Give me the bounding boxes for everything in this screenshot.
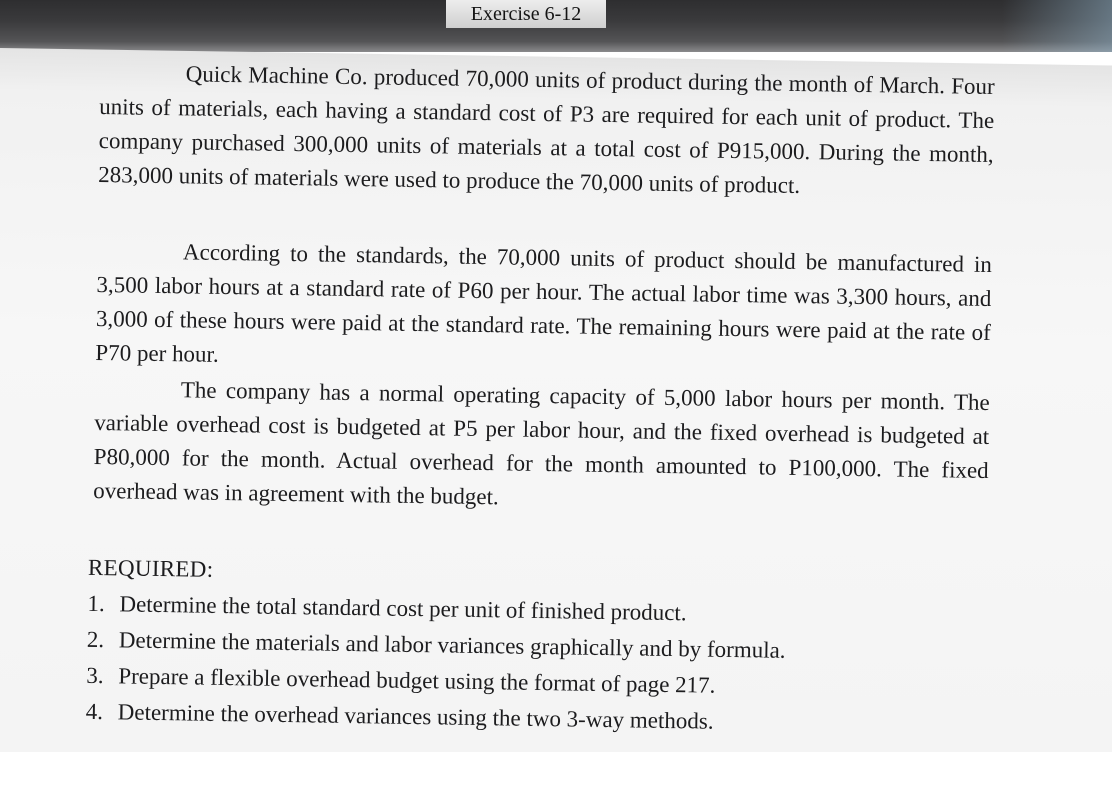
list-item-number: 3. — [86, 662, 104, 689]
list-item-number: 2. — [86, 626, 105, 653]
requirements-list — [85, 586, 786, 741]
paragraph-labor: According to the standards, the 70,000 units of product should be manufactured in 3,500 labor hours at a standard rate of P60 per hour. The actual labor time was 3,300 hours, and 3,000 of these hours were paid at the standard rate. The remaining hours were paid at the rate of P70 per hour. — [95, 239, 993, 367]
list-item-text: Determine the total standard cost per unit of finished product. — [119, 591, 687, 626]
list-item-number: 4. — [85, 698, 104, 725]
bottom-margin — [0, 752, 1112, 812]
required-heading: REQUIRED: — [87, 554, 214, 582]
list-item-text: Prepare a flexible overhead budget using the format of page 217. — [118, 663, 716, 698]
list-item-number: 1. — [87, 590, 105, 617]
list-item-text: Determine the materials and labor variances graphically and by formula. — [118, 627, 786, 663]
exercise-title: Exercise 6-12 — [446, 0, 606, 28]
paragraph-overhead: The company has a normal operating capacity of 5,000 labor hours per month. The variable overhead cost is budgeted at P5 per labor hour, and the fixed overhead is budgeted at P80,000 for the month. Actual overhead for the month amounted to P100,000. The fixed overhead was in agreement with the budget. — [93, 377, 990, 510]
list-item-text: Determine the overhead variances using the two 3-way methods. — [117, 699, 714, 734]
paragraph-materials: Quick Machine Co. produced 70,000 units of product during the month of March. Four units of materials, each having a standard cost of P3 are required for each unit of product. The company purchased 300,000 units of materials at a total cost of P915,000. During the month, 283,000 units of materials were used to produce the 70,000 units of product. — [98, 61, 995, 199]
